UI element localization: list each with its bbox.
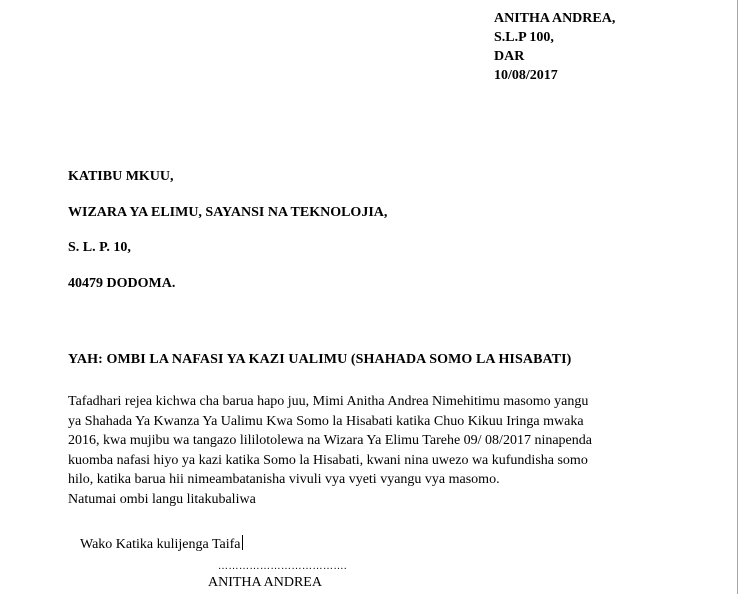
body-line: Tafadhari rejea kichwa cha barua hapo juu, Mimi Anitha Andrea Nimehitimu masomo yangu: [68, 394, 589, 409]
letter-subject: YAH: OMBI LA NAFASI YA KAZI UALIMU (SHAHADA SOMO LA HISABATI): [68, 352, 572, 367]
closing-line[interactable]: [80, 535, 243, 553]
body-line: Natumai ombi langu litakubaliwa: [68, 491, 256, 507]
sender-name: ANITHA ANDREA,: [494, 11, 616, 26]
sender-city: DAR: [494, 49, 525, 64]
closing-text: Wako Katika kulijenga Taifa: [80, 537, 241, 552]
body-line: ya Shahada Ya Kwanza Ya Ualimu Kwa Somo la Hisabati katika Chuo Kikuu Iringa mwaka: [68, 413, 584, 429]
signature-name: ANITHA ANDREA: [208, 575, 322, 590]
letter-date: 10/08/2017: [494, 68, 558, 83]
letter-body: [68, 392, 688, 509]
body-line: hilo, katika barua hii nimeambatanisha vivuli vya vyeti vyangu vya masomo.: [68, 472, 500, 487]
body-line: 2016, kwa mujibu wa tangazo lililotolewa na Wizara Ya Elimu Tarehe 09/ 08/2017 ninapenda: [68, 433, 592, 448]
sender-address-block: [494, 9, 615, 85]
recipient-city: 40479 DODOMA.: [68, 276, 176, 291]
text-cursor: [242, 535, 243, 550]
recipient-ministry: WIZARA YA ELIMU, SAYANSI NA TEKNOLOJIA,: [68, 205, 388, 220]
recipient-title: KATIBU MKUU,: [68, 169, 174, 184]
body-line: kuomba nafasi hiyo ya kazi katika Somo la Hisabati, kwani nina uwezo wa kufundisha somo: [68, 452, 588, 468]
signature-line: ……………………………….: [218, 561, 347, 572]
sender-po-box: S.L.P 100,: [494, 30, 554, 45]
recipient-po-box: S. L. P. 10,: [68, 240, 131, 255]
